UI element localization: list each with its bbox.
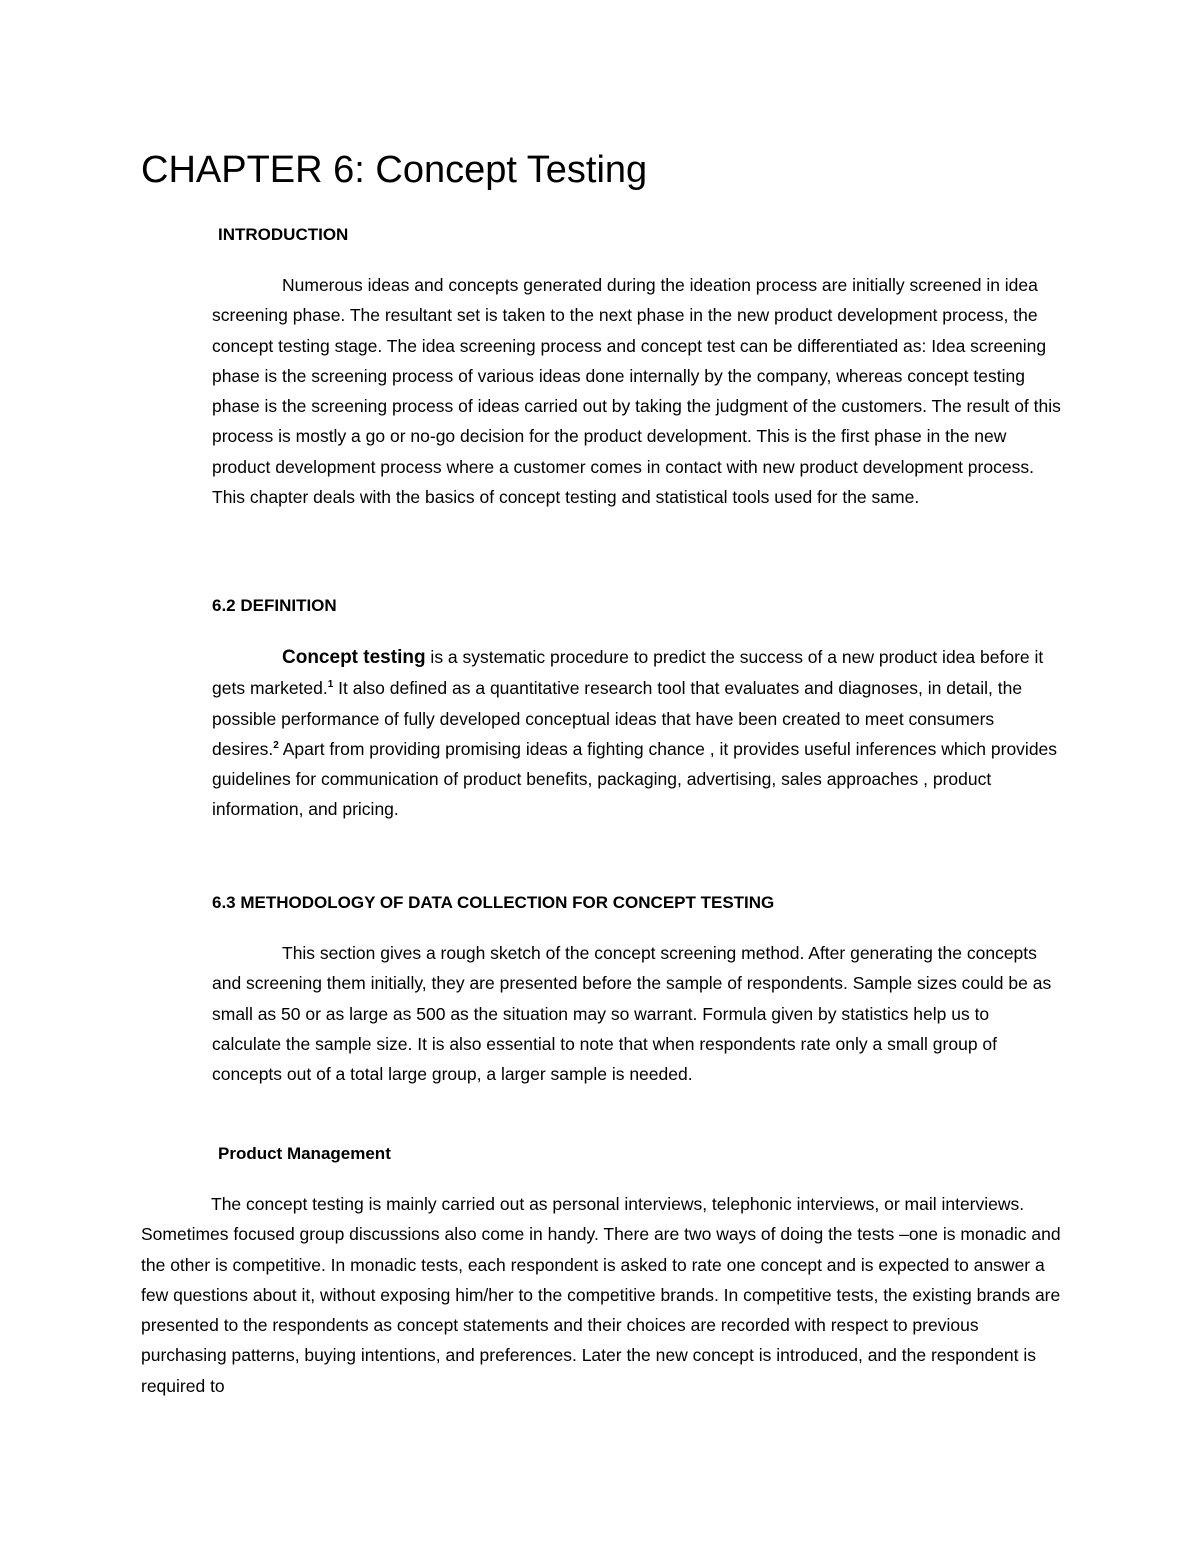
definition-heading: 6.2 DEFINITION [212, 596, 337, 615]
methodology-heading: 6.3 METHODOLOGY OF DATA COLLECTION FOR CONCEPT TESTING [212, 893, 775, 912]
footnote-ref-2: 2 [273, 740, 279, 752]
introduction-heading: INTRODUCTION [218, 225, 349, 244]
product-management-paragraph: The concept testing is mainly carried out as personal interviews, telephonic interviews, or mail interviews. Sometimes focused group discussions also come in handy. There are two ways of doing the tests –one is monadic and the other is competitive. In monadic tests, each respondent is asked to rate one concept and is expected to answer a few questions about it, without exposing him/her to the competitive brands. In competitive tests, the existing brands are presented to the respondents as concept statements and their choices are recorded with respect to previous purchasing patterns, buying intentions, and preferences. Later the new concept is introduced, and the respondent is required to [141, 1194, 1061, 1396]
product-management-heading: Product Management [218, 1144, 391, 1163]
introduction-paragraph: Numerous ideas and concepts generated during the ideation process are initially screened in idea screening phase. The resultant set is taken to the next phase in the new product development process, the concept testing stage. The idea screening process and concept test can be differentiated as: Idea screening phase is the screening process of various ideas done internally by the company, whereas concept testing phase is the screening process of ideas carried out by taking the judgment of the customers. The result of this process is mostly a go or no-go decision for the product development. This is the first phase in the new product development process where a customer comes in contact with new product development process. This chapter deals with the basics of concept testing and statistical tools used for the same. [212, 275, 1061, 508]
defined-term: Concept testing [282, 647, 426, 668]
footnote-ref-1: 1 [327, 679, 334, 691]
chapter-title: CHAPTER 6: Concept Testing [141, 149, 648, 191]
definition-text-part2: It also defined as a quantitative research tool that evaluates and diagnoses, in detail, the possible performance of fully developed conceptual ideas that have been created to meet consumers desires. [212, 678, 1023, 759]
definition-text-part3: Apart from providing promising ideas a fighting chance , it provides useful inferences which provides guidelines for communication of product benefits, packaging, advertising, sales approaches , product information, and pricing. [212, 738, 1058, 820]
definition-text-part1: is a systematic procedure to predict the success of a new product idea before it gets marketed. [212, 647, 1044, 699]
methodology-paragraph: This section gives a rough sketch of the concept screening method. After generating the concepts and screening them initially, they are presented before the sample of respondents. Sample sizes could be as small as 50 or as large as 500 as the situation may so warrant. Formula given by statistics help us to calculate the sample size. It is also essential to note that when respondents rate only a small group of concepts out of a total large group, a larger sample is needed. [212, 943, 1052, 1085]
definition-paragraph [212, 642, 1062, 825]
